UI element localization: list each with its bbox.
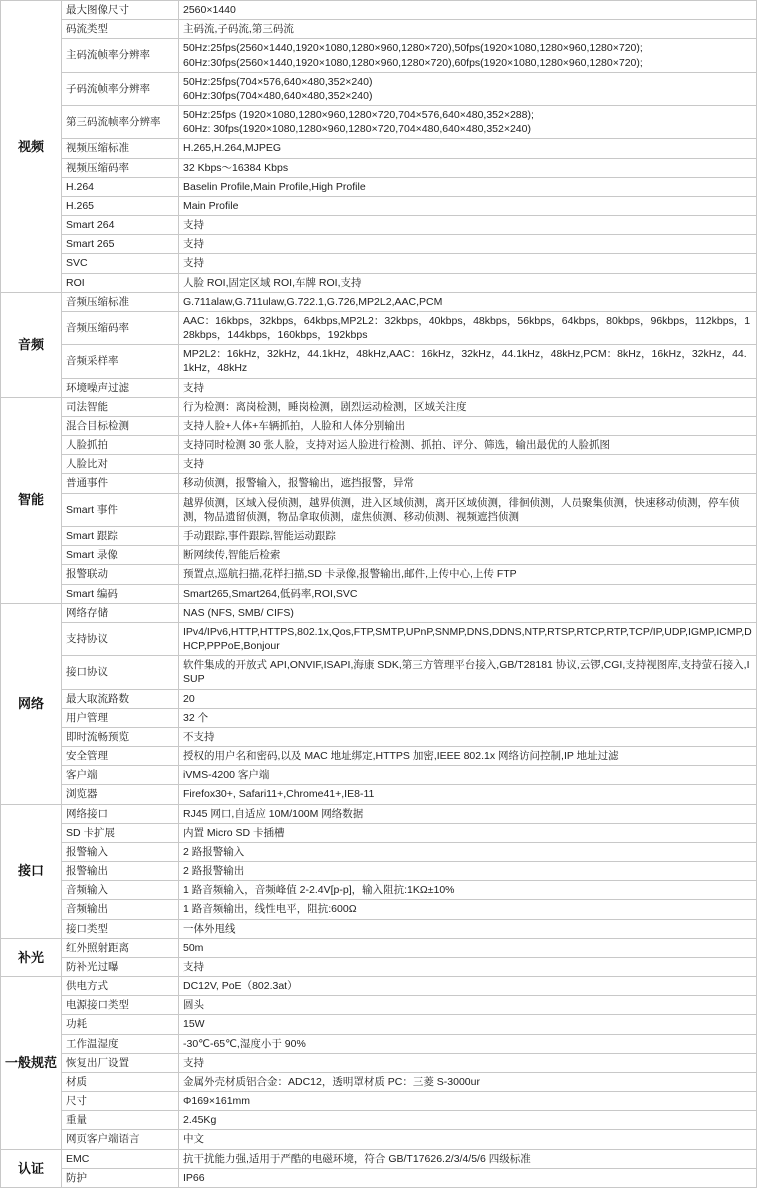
table-row (1, 378, 757, 397)
spec-value-line: IP66 (183, 1171, 205, 1184)
spec-value-line: H.265,H.264,MJPEG (183, 142, 282, 155)
spec-value-line: 支持人脸+人体+车辆抓拍，人脸和人体分别输出 (183, 419, 406, 432)
spec-parameter-label: 音频压缩标准 (62, 292, 179, 311)
spec-parameter-label: 浏览器 (62, 785, 179, 804)
spec-parameter-label: 供电方式 (62, 977, 179, 996)
table-row (1, 823, 757, 842)
spec-parameter-label: 报警输出 (62, 862, 179, 881)
spec-parameter-label: Smart 编码 (62, 584, 179, 603)
spec-parameter-label: 最大取流路数 (62, 689, 179, 708)
spec-parameter-value (179, 72, 757, 105)
table-row (1, 900, 757, 919)
spec-value-line: 支持 (183, 960, 204, 973)
spec-parameter-label: 报警输入 (62, 842, 179, 861)
table-row (1, 311, 757, 344)
spec-value-line: 圆头 (183, 999, 204, 1012)
table-row (1, 603, 757, 622)
spec-value-line: 支持 (183, 219, 204, 232)
spec-parameter-label: 用户管理 (62, 708, 179, 727)
spec-value-line: Φ169×161mm (183, 1095, 251, 1108)
spec-parameter-label: 防补光过曝 (62, 957, 179, 976)
spec-value-line: 支持同时检测 30 张人脸，支持对运人脸进行检测、抓拍、评分、筛选，输出最优的人脸抓图 (183, 439, 611, 452)
spec-parameter-label: 司法智能 (62, 397, 179, 416)
spec-value-line: 金属外壳材质铝合金：ADC12，透明罩材质 PC：三菱 S-3000ur (183, 1075, 480, 1088)
spec-parameter-value (179, 938, 757, 957)
spec-parameter-value (179, 158, 757, 177)
spec-parameter-label: 尺寸 (62, 1092, 179, 1111)
table-row (1, 766, 757, 785)
spec-parameter-value (179, 106, 757, 139)
spec-value-line: 软件集成的开放式 API,ONVIF,ISAPI,海康 SDK,第三方管理平台接入,GB/T28181 协议,云锣,CGI,支持视图库,支持萤石接入,ISUP (183, 659, 750, 686)
spec-parameter-value (179, 254, 757, 273)
table-row (1, 708, 757, 727)
spec-parameter-value (179, 1111, 757, 1130)
spec-parameter-label: 客户端 (62, 766, 179, 785)
spec-value-line: NAS (NFS, SMB/ CIFS) (183, 606, 294, 619)
spec-parameter-value (179, 1034, 757, 1053)
table-row (1, 1, 757, 20)
spec-parameter-label: Smart 录像 (62, 546, 179, 565)
table-row (1, 1072, 757, 1091)
spec-parameter-label: 音频输入 (62, 881, 179, 900)
table-row (1, 20, 757, 39)
spec-parameter-value (179, 919, 757, 938)
table-row (1, 957, 757, 976)
spec-value-line: 移动侦测，报警输入，报警输出，遮挡报警，异常 (183, 477, 414, 490)
spec-parameter-value (179, 311, 757, 344)
spec-parameter-label: 视频压缩码率 (62, 158, 179, 177)
spec-parameter-value (179, 416, 757, 435)
spec-parameter-label: 混合目标检测 (62, 416, 179, 435)
spec-parameter-value (179, 766, 757, 785)
spec-parameter-value (179, 1053, 757, 1072)
table-row (1, 416, 757, 435)
spec-parameter-value (179, 196, 757, 215)
table-row (1, 196, 757, 215)
spec-value-line: MP2L2：16kHz，32kHz，44.1kHz，48kHz,AAC：16kHz，32kHz，44.1kHz，48kHz,PCM：8kHz，16kHz，32kHz，44.1kHz，48kHz (183, 348, 747, 375)
spec-parameter-value (179, 1092, 757, 1111)
spec-value-line: 20 (183, 692, 195, 705)
table-row (1, 39, 757, 72)
spec-value-line: 中文 (183, 1133, 204, 1146)
spec-parameter-label: 码流类型 (62, 20, 179, 39)
spec-value-line: 15W (183, 1018, 205, 1031)
spec-value-line: IPv4/IPv6,HTTP,HTTPS,802.1x,Qos,FTP,SMTP,UPnP,SNMP,DNS,DDNS,NTP,RTSP,RTCP,RTP,TCP/IP,UDP,IGMP,ICMP,DHCP,PPPoE,Bonjour (183, 625, 752, 653)
spec-parameter-label: EMC (62, 1149, 179, 1168)
spec-value-line: 不支持 (183, 730, 215, 743)
spec-parameter-value (179, 785, 757, 804)
spec-parameter-value (179, 235, 757, 254)
spec-value-line: 手动跟踪,事件跟踪,智能运动跟踪 (183, 529, 336, 542)
spec-parameter-label: 主码流帧率分辨率 (62, 39, 179, 72)
spec-parameter-value (179, 397, 757, 416)
spec-value-line: 支持 (183, 238, 204, 251)
table-row (1, 1149, 757, 1168)
spec-parameter-label: 人脸比对 (62, 455, 179, 474)
table-row (1, 977, 757, 996)
spec-parameter-value (179, 455, 757, 474)
spec-group-label: 智能 (1, 397, 62, 603)
spec-parameter-label: SVC (62, 254, 179, 273)
table-row (1, 397, 757, 416)
spec-parameter-value (179, 39, 757, 72)
spec-parameter-value (179, 708, 757, 727)
spec-parameter-label: 普通事件 (62, 474, 179, 493)
table-row (1, 546, 757, 565)
spec-parameter-value (179, 493, 757, 526)
spec-group-label: 一般规范 (1, 977, 62, 1150)
spec-value-line: 60Hz:30fps(2560×1440,1920×1080,1280×960,1280×720),60fps(1920×1080,1280×960,1280×720); (183, 56, 643, 69)
spec-parameter-value (179, 747, 757, 766)
spec-parameter-label: H.265 (62, 196, 179, 215)
spec-parameter-value (179, 216, 757, 235)
spec-value-line: 50Hz:25fps(704×576,640×480,352×240) (183, 75, 373, 88)
spec-value-line: 人脸 ROI,固定区域 ROI,车牌 ROI,支持 (183, 276, 362, 289)
table-row (1, 106, 757, 139)
table-row (1, 216, 757, 235)
spec-parameter-value (179, 957, 757, 976)
spec-value-line: iVMS-4200 客户端 (183, 769, 270, 782)
spec-parameter-value (179, 474, 757, 493)
table-row (1, 1015, 757, 1034)
table-row (1, 254, 757, 273)
spec-parameter-value (179, 689, 757, 708)
table-row (1, 689, 757, 708)
table-row (1, 804, 757, 823)
spec-parameter-label: 最大图像尺寸 (62, 1, 179, 20)
table-row (1, 727, 757, 746)
spec-parameter-label: 红外照射距离 (62, 938, 179, 957)
spec-value-line: Smart265,Smart264,低码率,ROI,SVC (183, 587, 358, 600)
table-row (1, 881, 757, 900)
spec-parameter-label: 环境噪声过滤 (62, 378, 179, 397)
spec-parameter-value (179, 436, 757, 455)
spec-parameter-value (179, 656, 757, 689)
spec-parameter-label: Smart 265 (62, 235, 179, 254)
spec-group-label: 网络 (1, 603, 62, 804)
spec-value-line: 2560×1440 (183, 4, 236, 16)
spec-value-line: 断网续传,智能后检索 (183, 549, 281, 562)
table-row (1, 919, 757, 938)
table-row (1, 747, 757, 766)
spec-value-line: 支持 (183, 257, 204, 270)
spec-parameter-value (179, 1015, 757, 1034)
table-row (1, 1092, 757, 1111)
spec-parameter-value (179, 526, 757, 545)
table-row (1, 493, 757, 526)
spec-parameter-label: 人脸抓拍 (62, 436, 179, 455)
spec-parameter-value (179, 622, 757, 655)
spec-value-line: 一体外甩线 (183, 922, 236, 935)
spec-value-line: G.711alaw,G.711ulaw,G.722.1,G.726,MP2L2,AAC,PCM (183, 295, 443, 308)
table-row (1, 565, 757, 584)
spec-value-line: 支持 (183, 381, 204, 394)
table-row (1, 273, 757, 292)
spec-parameter-label: 视频压缩标准 (62, 139, 179, 158)
spec-value-line: RJ45 网口,自适应 10M/100M 网络数据 (183, 807, 364, 820)
spec-parameter-label: 音频压缩码率 (62, 311, 179, 344)
spec-parameter-value (179, 1168, 757, 1187)
spec-group-label: 认证 (1, 1149, 62, 1187)
spec-value-line: 50m (183, 941, 204, 954)
spec-parameter-value (179, 1130, 757, 1149)
table-row (1, 656, 757, 689)
table-row (1, 345, 757, 378)
spec-value-line: 1 路音频输出，线性电平，阻抗:600Ω (183, 903, 357, 916)
spec-parameter-value (179, 977, 757, 996)
spec-parameter-label: 接口类型 (62, 919, 179, 938)
spec-value-line: AAC：16kbps，32kbps，64kbps,MP2L2：32kbps，40kbps，48kbps，56kbps，64kbps，80kbps，96kbps，112kbps，128kbps，144kbps，160kbps，192kbps (183, 314, 751, 342)
spec-parameter-value (179, 565, 757, 584)
table-row (1, 436, 757, 455)
spec-parameter-value (179, 546, 757, 565)
spec-parameter-value (179, 603, 757, 622)
spec-parameter-value (179, 1072, 757, 1091)
table-row (1, 938, 757, 957)
spec-value-line: DC12V, PoE（802.3at） (183, 980, 298, 993)
spec-value-line: 50Hz:25fps(2560×1440,1920×1080,1280×960,1280×720),50fps(1920×1080,1280×960,1280×720); (183, 42, 643, 55)
spec-parameter-label: 安全管理 (62, 747, 179, 766)
spec-value-line: Baselin Profile,Main Profile,High Profile (183, 180, 366, 193)
spec-parameter-value (179, 1149, 757, 1168)
spec-parameter-value (179, 862, 757, 881)
spec-parameter-value (179, 273, 757, 292)
spec-parameter-value (179, 20, 757, 39)
spec-parameter-label: ROI (62, 273, 179, 292)
spec-value-line: 授权的用户名和密码,以及 MAC 地址绑定,HTTPS 加密,IEEE 802.1x 网络访问控制,IP 地址过滤 (183, 750, 619, 763)
spec-value-line: 60Hz:30fps(704×480,640×480,352×240) (183, 89, 373, 102)
spec-parameter-value (179, 378, 757, 397)
spec-group-label: 接口 (1, 804, 62, 938)
table-row (1, 455, 757, 474)
spec-value-line: 内置 Micro SD 卡插槽 (183, 826, 285, 839)
table-row (1, 622, 757, 655)
spec-parameter-value (179, 139, 757, 158)
spec-value-line: 32 个 (183, 711, 209, 724)
spec-parameter-value (179, 900, 757, 919)
spec-value-line: 32 Kbps～16384 Kbps (183, 161, 289, 174)
spec-value-line: 越界侦测，区域入侵侦测，越界侦测，进入区域侦测，离开区域侦测，徘徊侦测，人员聚集侦测，快速移动侦测，停车侦测，物品遗留侦测，物品拿取侦测，虚焦侦测、移动侦测、视频遮挡侦测 (183, 496, 740, 523)
table-row (1, 526, 757, 545)
table-row (1, 1034, 757, 1053)
spec-parameter-value (179, 996, 757, 1015)
spec-parameter-label: 网络接口 (62, 804, 179, 823)
spec-parameter-label: 防护 (62, 1168, 179, 1187)
spec-parameter-label: SD 卡扩展 (62, 823, 179, 842)
table-row (1, 292, 757, 311)
spec-value-line: 60Hz: 30fps(1920×1080,1280×960,1280×720,704×480,640×480,352×240) (183, 123, 531, 136)
spec-parameter-label: 重量 (62, 1111, 179, 1130)
spec-parameter-label: Smart 跟踪 (62, 526, 179, 545)
spec-group-label: 音频 (1, 292, 62, 397)
spec-parameter-label: 音频输出 (62, 900, 179, 919)
spec-parameter-value (179, 584, 757, 603)
spec-value-line: 2 路报警输出 (183, 865, 245, 878)
spec-parameter-label: 材质 (62, 1072, 179, 1091)
table-row (1, 474, 757, 493)
spec-parameter-label: 电源接口类型 (62, 996, 179, 1015)
spec-value-line: Firefox30+, Safari11+,Chrome41+,IE8-11 (183, 788, 375, 801)
spec-value-line: 抗干扰能力强,适用于严酷的电磁环境，符合 GB/T17626.2/3/4/5/6 四级标准 (183, 1152, 531, 1165)
spec-parameter-label: 报警联动 (62, 565, 179, 584)
spec-parameter-value (179, 727, 757, 746)
spec-parameter-value (179, 804, 757, 823)
table-row (1, 862, 757, 881)
table-row (1, 1168, 757, 1187)
spec-parameter-label: 接口协议 (62, 656, 179, 689)
spec-parameter-label: 工作温湿度 (62, 1034, 179, 1053)
table-row (1, 996, 757, 1015)
spec-parameter-value (179, 292, 757, 311)
spec-value-line: 50Hz:25fps (1920×1080,1280×960,1280×720,704×576,640×480,352×288); (183, 109, 534, 122)
spec-value-line: 预置点,巡航扫描,花样扫描,SD 卡录像,报警输出,邮件,上传中心,上传 FTP (183, 568, 517, 581)
table-row (1, 177, 757, 196)
spec-parameter-label: 网络存储 (62, 603, 179, 622)
spec-parameter-label: 子码流帧率分辨率 (62, 72, 179, 105)
table-row (1, 72, 757, 105)
spec-parameter-label: Smart 264 (62, 216, 179, 235)
spec-value-line: 2 路报警输入 (183, 845, 245, 858)
spec-value-line: 行为检测：离岗检测，睡岗检测，剧烈运动检测，区域关注度 (183, 400, 467, 413)
table-row (1, 158, 757, 177)
spec-parameter-label: 音频采样率 (62, 345, 179, 378)
table-row (1, 785, 757, 804)
spec-parameter-label: 即时流畅预览 (62, 727, 179, 746)
spec-parameter-label: 网页客户端语言 (62, 1130, 179, 1149)
spec-parameter-value (179, 1, 757, 20)
spec-parameter-value (179, 842, 757, 861)
spec-value-line: 支持 (183, 1056, 204, 1069)
table-row (1, 1130, 757, 1149)
spec-table-body (1, 1, 757, 1188)
spec-parameter-value (179, 881, 757, 900)
spec-value-line: -30℃-65℃,湿度小于 90% (183, 1037, 306, 1050)
spec-value-line: 支持 (183, 458, 204, 471)
table-row (1, 1111, 757, 1130)
spec-parameter-label: 功耗 (62, 1015, 179, 1034)
spec-value-line: Main Profile (183, 199, 239, 212)
spec-parameter-value (179, 177, 757, 196)
spec-parameter-label: Smart 事件 (62, 493, 179, 526)
spec-parameter-value (179, 823, 757, 842)
table-row (1, 139, 757, 158)
spec-parameter-value (179, 345, 757, 378)
table-row (1, 1053, 757, 1072)
spec-value-line: 2.45Kg (183, 1114, 217, 1127)
spec-group-label: 视频 (1, 1, 62, 293)
spec-parameter-label: H.264 (62, 177, 179, 196)
spec-value-line: 主码流,子码流,第三码流 (183, 23, 294, 36)
table-row (1, 584, 757, 603)
spec-group-label: 补光 (1, 938, 62, 976)
spec-parameter-label: 恢复出厂设置 (62, 1053, 179, 1072)
table-row (1, 842, 757, 861)
spec-parameter-label: 支持协议 (62, 622, 179, 655)
spec-value-line: 1 路音频输入，音频峰值 2-2.4V[p-p]，输入阻抗:1KΩ±10% (183, 884, 455, 897)
spec-parameter-label: 第三码流帧率分辨率 (62, 106, 179, 139)
table-row (1, 235, 757, 254)
